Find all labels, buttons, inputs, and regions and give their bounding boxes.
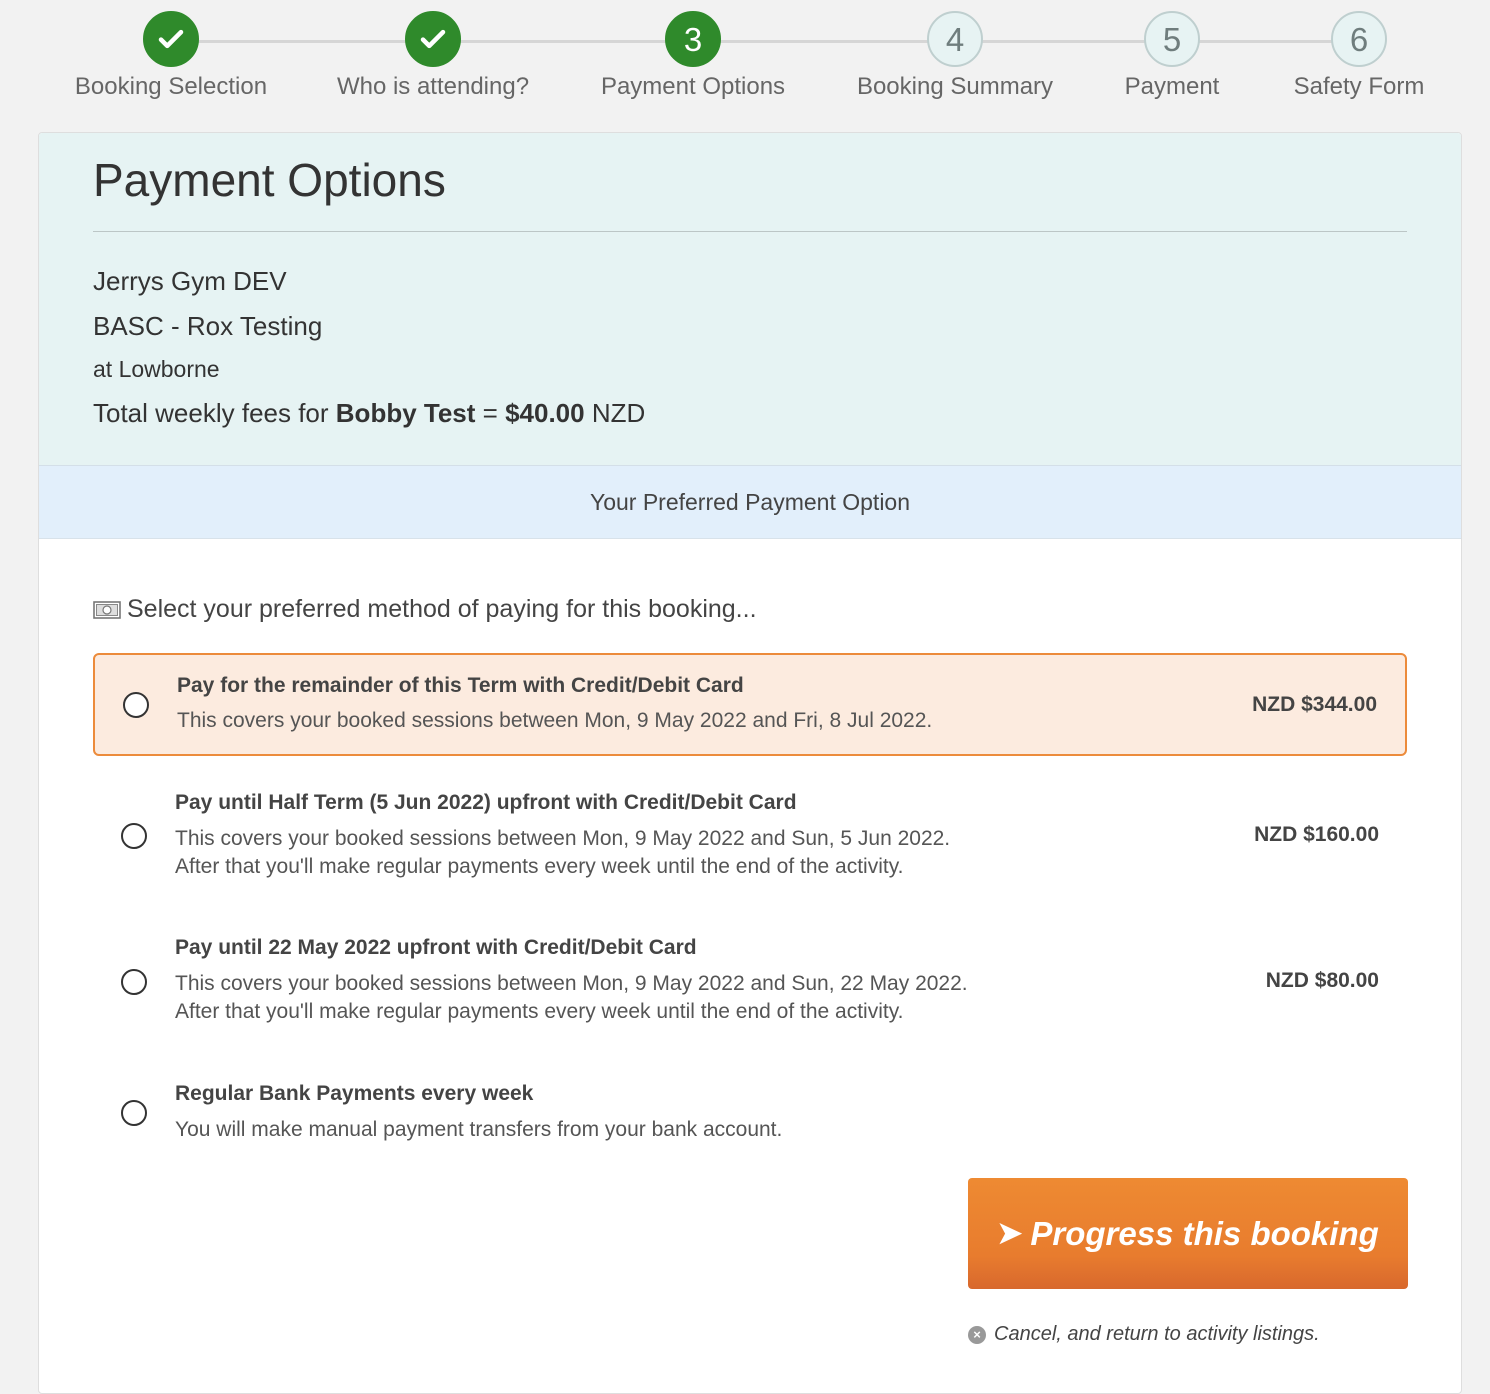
weekly-fees xyxy=(93,398,645,429)
radio-button[interactable] xyxy=(121,1100,147,1126)
close-circle-icon: × xyxy=(968,1326,986,1344)
radio-button[interactable] xyxy=(121,823,147,849)
step-label: Payment xyxy=(1124,73,1220,100)
divider xyxy=(93,231,1407,232)
step-label: Who is attending? xyxy=(336,73,530,100)
fees-prefix: Total weekly fees for xyxy=(93,398,336,428)
step-safety-form xyxy=(1239,11,1479,101)
preferred-option-banner: Your Preferred Payment Option xyxy=(39,465,1461,539)
payment-option-term[interactable] xyxy=(93,653,1407,756)
page-title: Payment Options xyxy=(93,154,446,206)
option-price: NZD $160.00 xyxy=(1254,823,1379,846)
option-description: This covers your booked sessions between Mon, 9 May 2022 and Sun, 22 May 2022. xyxy=(175,972,968,995)
option-title: Pay until 22 May 2022 upfront with Credit/Debit Card xyxy=(175,936,697,959)
provider-name: Jerrys Gym DEV xyxy=(93,266,287,296)
option-description: This covers your booked sessions between Mon, 9 May 2022 and Fri, 8 Jul 2022. xyxy=(177,709,933,732)
booking-info-header xyxy=(39,133,1461,465)
option-title: Regular Bank Payments every week xyxy=(175,1082,534,1105)
step-payment-options xyxy=(573,11,813,101)
option-description: You will make manual payment transfers from your bank account. xyxy=(175,1118,783,1141)
chevron-right-icon: ➤ xyxy=(997,1217,1023,1250)
step-who-is-attending[interactable] xyxy=(313,11,553,101)
activity-location: at Lowborne xyxy=(93,356,220,382)
payment-option-22-may[interactable] xyxy=(93,919,1407,1049)
check-icon xyxy=(405,11,461,67)
step-number: 3 xyxy=(665,11,721,67)
cancel-link[interactable] xyxy=(968,1323,1320,1346)
select-prompt xyxy=(93,595,757,624)
option-price: NZD $344.00 xyxy=(1252,693,1377,716)
activity-name: BASC - Rox Testing xyxy=(93,311,323,341)
step-number: 4 xyxy=(927,11,983,67)
step-number: 5 xyxy=(1144,11,1200,67)
radio-button[interactable] xyxy=(123,692,149,718)
progress-booking-button[interactable] xyxy=(968,1178,1408,1289)
check-icon xyxy=(143,11,199,67)
payment-options-panel xyxy=(38,132,1462,1394)
radio-button[interactable] xyxy=(121,969,147,995)
select-prompt-text: Select your preferred method of paying for this booking... xyxy=(127,595,757,623)
attendee-name: Bobby Test xyxy=(335,398,476,428)
step-number: 6 xyxy=(1331,11,1387,67)
option-description-extra: After that you'll make regular payments every week until the end of the activity. xyxy=(175,855,904,878)
fees-currency: NZD xyxy=(584,398,646,428)
option-description: This covers your booked sessions between Mon, 9 May 2022 and Sun, 5 Jun 2022. xyxy=(175,827,951,850)
option-price: NZD $80.00 xyxy=(1265,969,1379,992)
step-label: Booking Summary xyxy=(856,73,1054,100)
progress-booking-label: Progress this booking xyxy=(1030,1214,1379,1252)
fees-equals: = xyxy=(475,398,506,428)
step-label: Safety Form xyxy=(1293,73,1425,100)
payment-option-bank[interactable] xyxy=(93,1065,1407,1165)
step-booking-summary xyxy=(835,11,1075,101)
option-description-extra: After that you'll make regular payments every week until the end of the activity. xyxy=(175,1000,904,1023)
option-title: Pay for the remainder of this Term with Credit/Debit Card xyxy=(177,674,744,697)
step-booking-selection[interactable] xyxy=(51,11,291,101)
money-icon xyxy=(93,601,121,619)
payment-option-half-term[interactable] xyxy=(93,773,1407,903)
cancel-link-label: Cancel, and return to activity listings. xyxy=(994,1323,1320,1345)
fees-amount: $40.00 xyxy=(505,398,585,428)
option-title: Pay until Half Term (5 Jun 2022) upfront with Credit/Debit Card xyxy=(175,791,797,814)
step-label: Payment Options xyxy=(600,73,786,100)
progress-stepper xyxy=(0,0,1490,120)
step-label: Booking Selection xyxy=(74,73,268,100)
